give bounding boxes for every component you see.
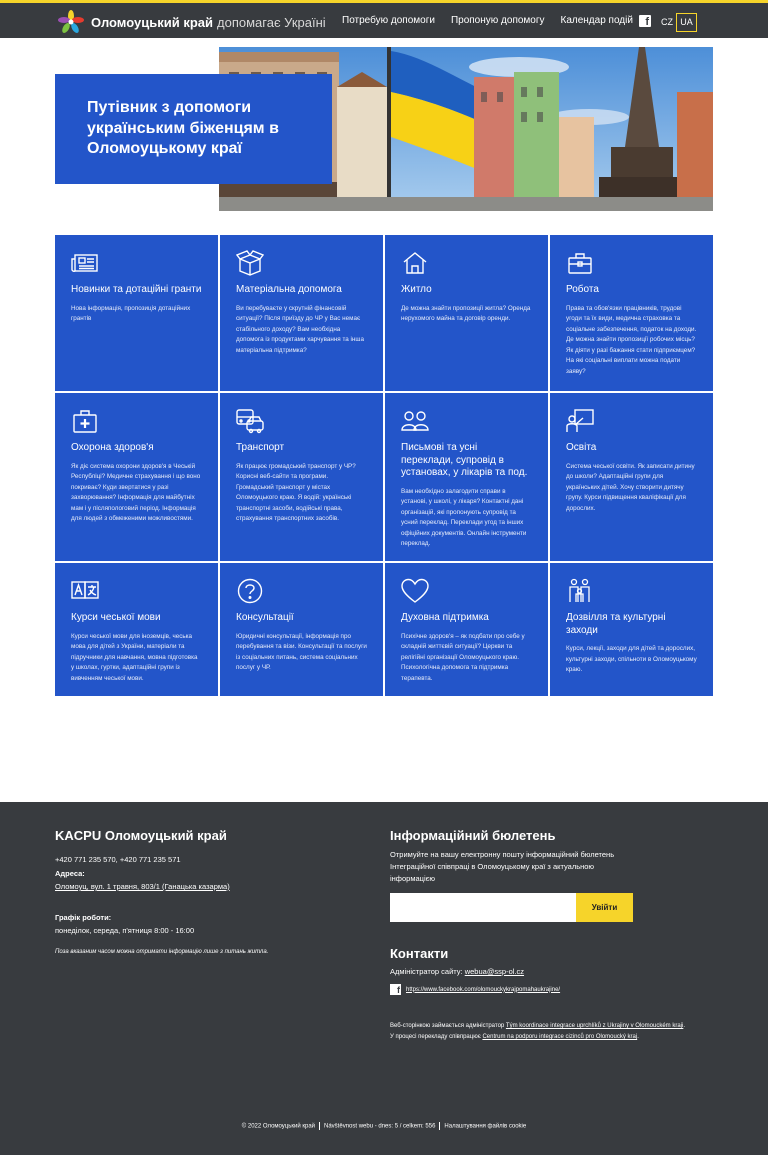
teacher-icon (566, 408, 594, 434)
hero-title-box (55, 74, 332, 184)
question-icon (236, 578, 264, 604)
tile-text: Де можна знайти пропозиції житла? Оренда нерухомого майна та договір оренди. (401, 304, 531, 322)
tile-leisure[interactable] (550, 563, 713, 696)
newsletter-form (390, 893, 720, 922)
newsletter-title: Інформаційний бюлетень (390, 828, 556, 843)
admin-text-2: У процесі перекладу співпрацює (390, 1034, 483, 1040)
tile-title: Духовна підтримка (401, 612, 489, 623)
footer (0, 802, 768, 1155)
tile-news[interactable] (55, 235, 218, 391)
tile-text: Система чеської освіти. Як записати дитину до школи? Адаптаційні групи для українських дітей. Хочу створити дитячу групу. Курси підвищення кваліфікації для дорослих. (566, 462, 695, 512)
tile-title: Консультації (236, 612, 294, 623)
people-icon (401, 408, 429, 434)
tile-title: Транспорт (236, 442, 285, 453)
hours-label: Графік роботи: (55, 913, 112, 922)
footer-contact-info (55, 828, 355, 955)
tile-text: Як працює громадський транспорт у ЧР? Корисні веб-сайти та програми. Громадський транспорт у містах Оломоуцького краю. Я водій: українські транспортні засоби, водійські права, страхування транспортних засобів. (236, 462, 356, 522)
cookie-settings-link[interactable]: Налаштування файлів cookie (444, 1123, 527, 1130)
tile-spiritual-support[interactable] (385, 563, 548, 696)
tile-translations[interactable] (385, 393, 548, 561)
contacts-title: Контакти (390, 946, 449, 961)
tile-title: Новинки та дотаційні гранти (71, 284, 202, 295)
tile-title: Житло (401, 284, 432, 295)
footer-bottom-bar (0, 1122, 768, 1130)
heart-icon (401, 578, 429, 604)
tile-title: Дозвілля та культурні заходи (566, 612, 666, 636)
nav-need-help[interactable]: Потребую допомоги (342, 15, 435, 26)
family-icon (566, 578, 594, 604)
site-admin (390, 967, 720, 976)
translate-icon (71, 578, 99, 604)
newsletter-description: Отримуйте на вашу електронну пошту інформаційний бюлетень Інтеграційної співпраці в Оломоуцькому краї з актуальною інформацією (390, 850, 615, 883)
address-label: Адреса: (55, 869, 85, 878)
tile-text: Психічне здоров'я – як подбати про себе у складній життєвій ситуації? Церкви та релігійні організації Оломоуцького краю. Психологічна допомога та підтримка терапевта. (401, 632, 525, 682)
tile-consultations[interactable] (220, 563, 383, 696)
facebook-link[interactable]: https://www.facebook.com/olomouckykrajpomahaukrajine/ (406, 986, 561, 993)
hours-note: Поза вказаним часом можна отримати інформацію лише з питань житла. (55, 949, 269, 955)
nav-events-calendar[interactable]: Календар подій (560, 15, 633, 26)
tile-title: Письмові та усні переклади, супровід в установах, у лікарів та под. (401, 442, 528, 478)
newspaper-icon (71, 250, 99, 276)
tile-text: Юридичні консультації, інформація про перебування та візи. Консультації та послуги із соціальних питань, система соціальних послуг у ЧР. (236, 632, 367, 671)
footer-org-title: KACPU Оломоуцький край (55, 828, 227, 843)
tile-healthcare[interactable] (55, 393, 218, 561)
newsletter-email-input[interactable] (390, 893, 576, 922)
integration-centre-link[interactable]: Centrum na podporu integrace cizinců pro Olomoucký kraj (482, 1034, 638, 1040)
top-bar (0, 0, 768, 38)
transport-icon (236, 408, 264, 434)
tile-text: Права та обов'язки працівників, трудові угоди та їх види, медична страховка та соціальне забезпечення, податок на доходи. Де можна знайти пропозиції робочих місць? Як діяти у разі бажання стати підприємцем? На які соціальні виплати можна подати заяву? (566, 304, 697, 375)
logo[interactable] (56, 10, 326, 34)
facebook-row (390, 984, 720, 995)
tile-text: Як діє система охорони здоров'я в Чеській Республіці? Медичне страхування і що воно покриває? Куди звертатися у разі захворювання? Інформація для майбутніх мам і у післяпологовий період. Інформація для людей з обмеженими можливостями. (71, 462, 201, 522)
hours-value: понеділок, середа, п'ятниця 8:00 - 16:00 (55, 926, 195, 935)
facebook-icon[interactable]: f (639, 15, 651, 27)
lang-cz-link[interactable]: CZ (661, 17, 673, 27)
divider (319, 1122, 320, 1130)
main-nav (342, 15, 633, 26)
visit-counter: Návštěvnost webu - dnes: 5 / celkem: 556 (324, 1123, 436, 1130)
address-link[interactable]: Оломоуц, вул. 1 травня, 803/1 (Ганацька казарма) (55, 882, 230, 891)
box-icon (236, 250, 264, 276)
hero-title: Путівник з допомоги українським біженцям в Оломоуцькому краї (87, 99, 279, 157)
admin-label: Адміністратор сайту: (390, 967, 463, 976)
tile-text: Нова інформація, пропозиція дотаційних грантів (71, 304, 191, 322)
admin-text-1: Веб-сторінкою займається адміністратор (390, 1023, 506, 1029)
tile-title: Освіта (566, 442, 597, 453)
lang-ua-link[interactable]: UA (676, 13, 697, 32)
home-icon (401, 250, 429, 276)
tile-material-help[interactable] (220, 235, 383, 391)
admin-credits: Веб-сторінкою займається адміністратор Tým koordinace integrace uprchlíků z Ukrajiny v Olomouckém kraji. У процесі перекладу співпрацює Centrum na podporu integrace cizinců pro Olomoucký kraj. (390, 1023, 685, 1040)
footer-phones: +420 771 235 570, +420 771 235 571 (55, 855, 181, 864)
category-grid (55, 235, 713, 698)
tile-transport[interactable] (220, 393, 383, 561)
tile-czech-courses[interactable] (55, 563, 218, 696)
tile-text: Курси чеської мови для іноземців, чеська мова для дітей з України, матеріали та підручники для навчання, мовна підготовка у школах, гуртки, адаптаційні групи із вивченням чеської мови. (71, 632, 198, 682)
tile-title: Курси чеської мови (71, 612, 161, 623)
tile-title: Робота (566, 284, 599, 295)
admin-team-link[interactable]: Tým koordinace integrace uprchlíků z Ukrajiny v Olomouckém kraji (505, 1023, 684, 1029)
facebook-icon[interactable]: f (390, 984, 401, 995)
tile-housing[interactable] (385, 235, 548, 391)
copyright: © 2022 Оломоуцький край (241, 1123, 316, 1130)
medkit-icon (71, 408, 99, 434)
tile-text: Ви перебуваєте у скрутній фінансовій ситуації? Після приїзду до ЧР у Вас немає стабільного доходу? Вам необхідна допомога із продуктами харчування та інша матеріальна підтримка? (236, 304, 364, 354)
footer-newsletter-contacts (390, 828, 720, 1043)
tile-text: Вам необхідно залагодити справи в установі, у школі, у лікаря? Контактні дані організацій, які пропонують супровід та усний переклад. Переклади угод та інших офіційних документів. Онлайн інструменти переклад. (401, 487, 527, 547)
nav-offer-help[interactable]: Пропоную допомогу (450, 15, 545, 26)
newsletter-submit-button[interactable]: Увійти (576, 893, 633, 922)
divider (439, 1122, 440, 1130)
tile-title: Охорона здоров'я (71, 442, 154, 453)
tile-education[interactable] (550, 393, 713, 561)
tile-text: Курси, лекції, заходи для дітей та дорослих, культурні заходи, спільноти в Оломоуцькому краю. (566, 645, 697, 673)
logo-title: Оломоуцький край (91, 14, 213, 30)
flower-logo-icon (56, 10, 86, 34)
logo-subtitle: допомагає Україні (217, 14, 326, 30)
tile-work[interactable] (550, 235, 713, 391)
briefcase-icon (566, 250, 594, 276)
admin-email-link[interactable]: webua@ssp-ol.cz (464, 967, 525, 976)
tile-title: Матеріальна допомога (236, 284, 342, 295)
